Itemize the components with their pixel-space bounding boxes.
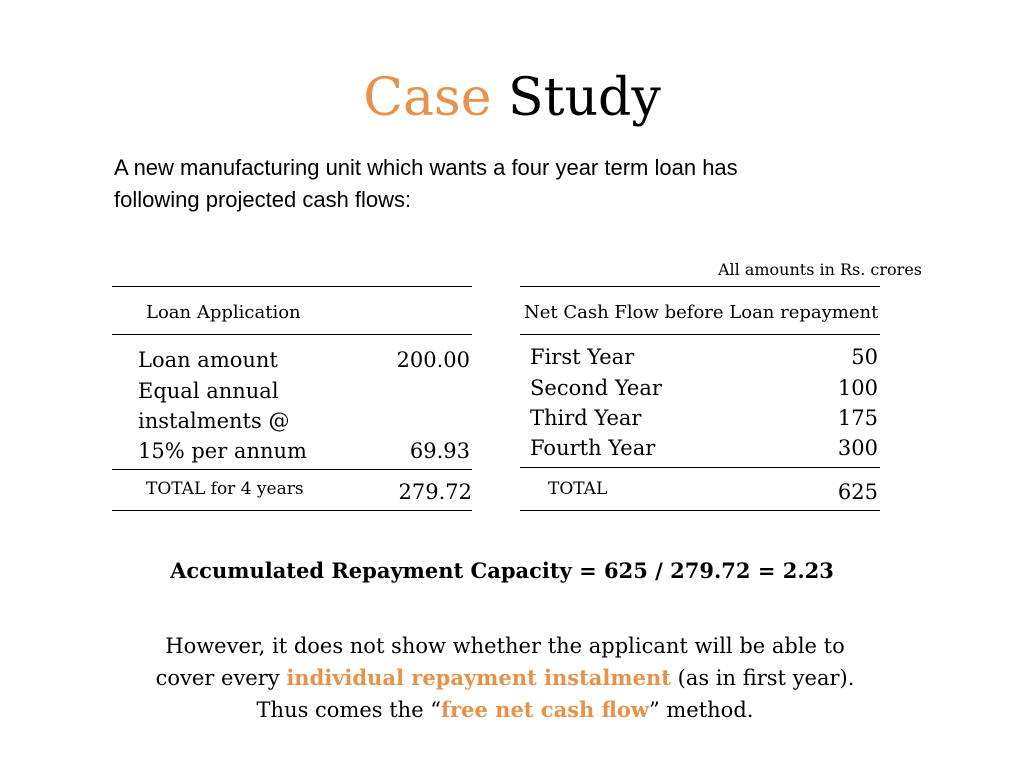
paragraph-line-3-pre: Thus comes the “ [256,698,442,722]
paragraph-line-1: However, it does not show whether the applicant will be able to [165,634,845,658]
cash-row-value: 300 [837,436,878,460]
cash-total-label: TOTAL [548,479,608,499]
loan-total-value: 279.72 [398,480,472,504]
closing-paragraph [0,630,1010,726]
intro-text [114,152,894,216]
cash-row-label: First Year [530,345,635,369]
highlight-free-net-cash-flow: free net cash flow [441,697,649,722]
cash-row-value: 175 [837,406,878,430]
cash-row-label: Third Year [530,406,642,430]
intro-line-1: A new manufacturing unit which wants a four year term loan has [114,155,738,180]
units-note: All amounts in Rs. crores [717,260,922,279]
cash-total-value: 625 [837,480,878,504]
intro-line-2: following projected cash flows: [114,187,412,212]
slide-title [0,66,1024,130]
cash-row-label: Second Year [530,376,662,400]
cash-table-top-rule [520,286,880,287]
cash-table-header: Net Cash Flow before Loan repayment [524,302,879,323]
cash-table-bottom-rule [520,510,880,511]
loan-table-header: Loan Application [146,302,301,323]
cash-row-label: Fourth Year [530,436,656,460]
highlight-individual-repayment-instalment: individual repayment instalment [286,665,671,690]
cash-table-total-rule [520,467,880,468]
loan-table-header-rule [112,334,472,335]
loan-row-label: Loan amount [138,348,278,372]
cash-row-value: 100 [837,376,878,400]
loan-row-label: Equal annual [138,379,279,403]
loan-row-value: 69.93 [409,439,470,463]
cash-row-value: 50 [851,345,878,369]
title-rest-word: Study [508,68,661,128]
loan-table-top-rule [112,286,472,287]
loan-row-label: instalments @ [138,409,290,433]
paragraph-line-3 [0,694,1010,726]
loan-row-label: 15% per annum [138,439,307,463]
loan-total-label: TOTAL for 4 years [146,479,304,499]
loan-table-total-rule [112,469,472,470]
paragraph-line-3-post: ” method. [648,698,754,722]
paragraph-line-2-post: (as in first year). [670,666,855,690]
paragraph-line-2 [0,662,1010,694]
cash-table-header-rule [520,334,880,335]
loan-row-value: 200.00 [396,348,470,372]
title-accent-word: Case [363,68,492,128]
repayment-capacity-formula: Accumulated Repayment Capacity = 625 / 279.72 = 2.23 [170,558,834,583]
paragraph-line-2-pre: cover every [155,666,287,690]
loan-table-bottom-rule [112,510,472,511]
